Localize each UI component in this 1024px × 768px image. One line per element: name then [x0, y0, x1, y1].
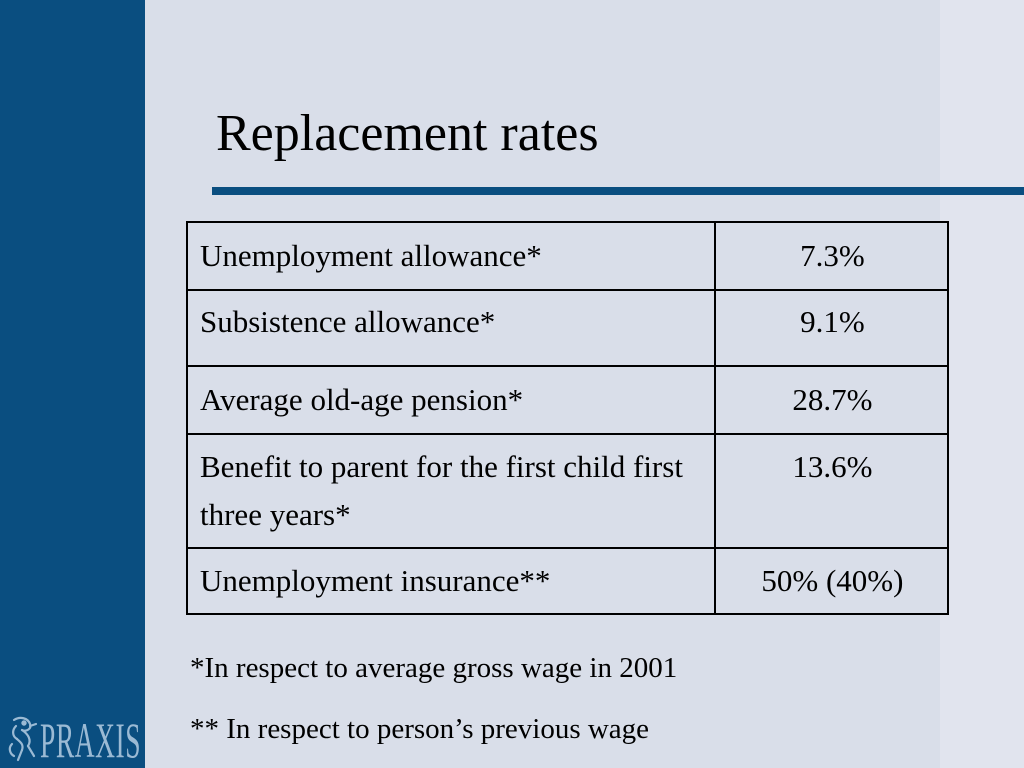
footnote-previous-wage: ** In respect to person’s previous wage [190, 713, 650, 745]
row-label: Unemployment insurance** [187, 548, 715, 614]
row-label: Subsistence allowance* [187, 290, 715, 366]
row-label: Benefit to parent for the first child first three years* [187, 434, 715, 548]
table-row [187, 366, 948, 434]
left-accent-bar [0, 0, 145, 768]
row-value: 13.6% [715, 434, 948, 548]
replacement-rates-table [186, 221, 949, 615]
footnote-average-wage: *In respect to average gross wage in 2001 [190, 652, 678, 684]
row-value: 9.1% [715, 290, 948, 366]
row-value: 7.3% [715, 222, 948, 290]
row-value: 28.7% [715, 366, 948, 434]
table-row [187, 222, 948, 290]
row-label: Unemployment allowance* [187, 222, 715, 290]
table-row [187, 434, 948, 548]
lion-emblem-icon [6, 714, 40, 764]
row-value: 50% (40%) [715, 548, 948, 614]
right-background-strip [940, 0, 1024, 768]
title-underline [212, 187, 1024, 195]
logo-wordmark: PRAXIS [40, 712, 142, 768]
slide-title: Replacement rates [216, 105, 599, 162]
table-row [187, 548, 948, 614]
praxis-logo [4, 708, 144, 768]
row-label: Average old-age pension* [187, 366, 715, 434]
table-row [187, 290, 948, 366]
